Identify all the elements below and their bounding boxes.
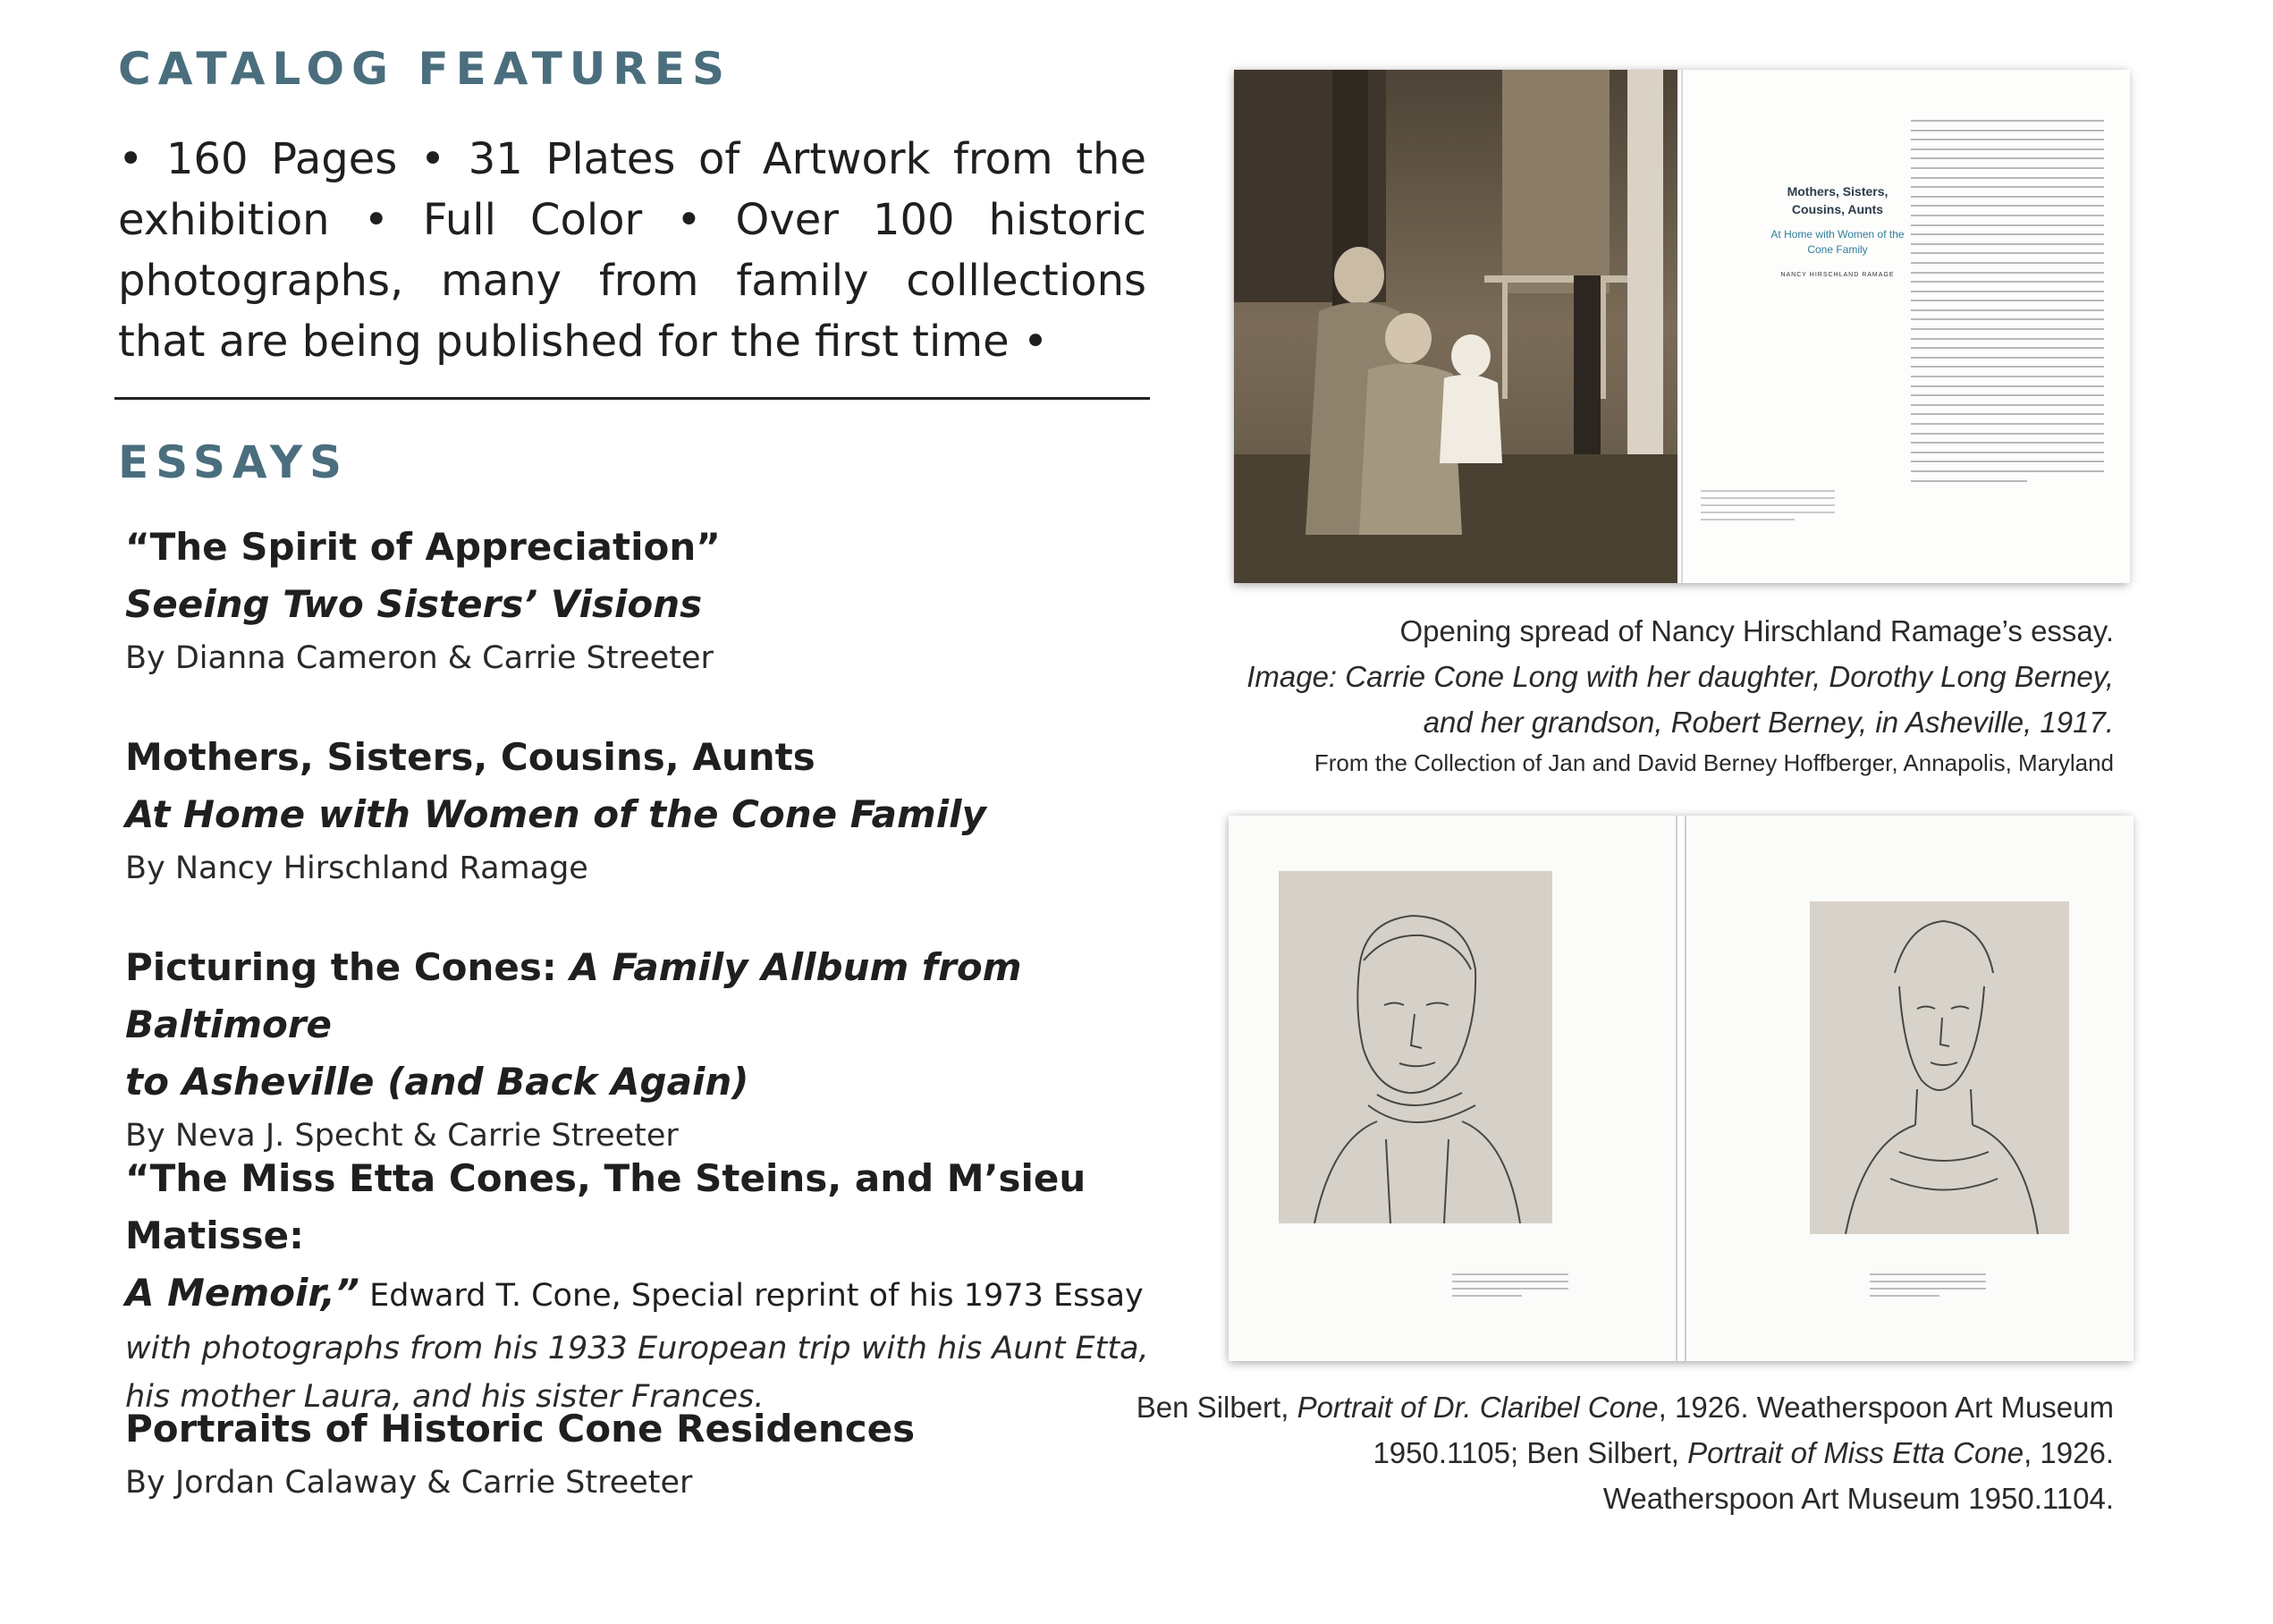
portrait-plates-spread	[1229, 816, 2132, 1361]
caption-line: Image: Carrie Cone Long with her daughter, Dorothy Long Berney,	[1246, 660, 2114, 693]
etching-portrait-claribel	[1279, 871, 1552, 1223]
photograph-illustration	[1234, 70, 1677, 583]
caption-line: Opening spread of Nancy Hirschland Ramage’s essay.	[1399, 614, 2114, 647]
mini-essay-title: Mothers, Sisters, Cousins, Aunts	[1787, 184, 1889, 216]
mini-essay-subtitle: At Home with Women of the Cone Family	[1770, 228, 1905, 256]
section-divider	[114, 397, 1150, 400]
plate-page-left	[1229, 816, 1677, 1361]
bottom-spread-caption	[1130, 1384, 2114, 1521]
essay-item	[125, 1150, 1171, 1421]
caption-line: and her grandson, Robert Berney, in Asheville, 1917.	[1423, 706, 2114, 739]
portrait-illustration	[1810, 901, 2069, 1234]
essay-byline: By Nancy Hirschland Ramage	[125, 850, 588, 886]
photo-caption-lines	[1701, 490, 1835, 526]
essay-byline: By Jordan Calaway & Carrie Streeter	[125, 1465, 693, 1501]
essay-body-text-lines	[1911, 120, 2104, 489]
essay-title-italic: A Memoir,”	[125, 1271, 359, 1315]
caption-line: 1950.1105; Ben Silbert, Portrait of Miss Etta Cone, 1926.	[1373, 1436, 2114, 1469]
essay-title: Portraits of Historic Cone Residences	[125, 1407, 916, 1451]
essay-note-italic: his mother Laura, and his sister Frances.	[125, 1379, 765, 1415]
caption-line: Ben Silbert, Portrait of Dr. Claribel Cone, 1926. Weatherspoon Art Museum	[1136, 1391, 2114, 1424]
essay-byline: By Dianna Cameron & Carrie Streeter	[125, 640, 714, 676]
essay-item	[125, 519, 1171, 683]
top-spread-caption	[1130, 608, 2114, 781]
essay-byline: By Neva J. Specht & Carrie Streeter	[125, 1118, 679, 1154]
etching-portrait-etta	[1810, 901, 2069, 1234]
essay-note: Edward T. Cone, Special reprint of his 1973 Essay	[359, 1278, 1144, 1314]
caption-credit: From the Collection of Jan and David Berney Hoffberger, Annapolis, Maryland	[1314, 749, 2114, 776]
catalog-features-heading: CATALOG FEATURES	[118, 43, 731, 95]
essay-item	[125, 939, 1171, 1161]
essay-item	[125, 729, 1171, 893]
essay-subtitle: Seeing Two Sisters’ Visions	[125, 582, 703, 626]
plate-caption-lines	[1870, 1273, 1986, 1302]
plate-caption-lines	[1452, 1273, 1568, 1302]
essay-title: Mothers, Sisters, Cousins, Aunts	[125, 735, 815, 779]
catalog-features-text: • 160 Pages • 31 Plates of Artwork from the exhibition • Full Color • Over 100 historic photographs, many from family colllections that are being published for the first time •	[118, 134, 1146, 367]
plate-page-right	[1685, 816, 2134, 1361]
essay-title-italic: to Asheville (and Back Again)	[125, 1060, 749, 1104]
historic-family-photograph	[1234, 70, 1677, 583]
essay-title: “The Spirit of Appreciation”	[125, 525, 721, 569]
caption-line: Weatherspoon Art Museum 1950.1104.	[1602, 1482, 2114, 1515]
mini-essay-author: NANCY HIRSCHLAND RAMAGE	[1780, 272, 1895, 278]
essay-title-italic: A Family Allbum from Baltimore	[125, 945, 1022, 1046]
essay-note-italic: with photographs from his 1933 European trip with his Aunt Etta,	[125, 1331, 1149, 1366]
essay-opening-spread	[1234, 70, 2128, 583]
essay-subtitle: At Home with Women of the Cone Family	[125, 792, 986, 836]
essay-opening-page	[1681, 70, 2130, 583]
essay-title: “The Miss Etta Cones, The Steins, and M’sieu Matisse:	[125, 1156, 1086, 1257]
essay-title: Picturing the Cones:	[125, 945, 570, 989]
essays-heading: ESSAYS	[118, 436, 350, 488]
portrait-illustration	[1279, 871, 1552, 1223]
essay-item	[125, 1400, 1171, 1508]
